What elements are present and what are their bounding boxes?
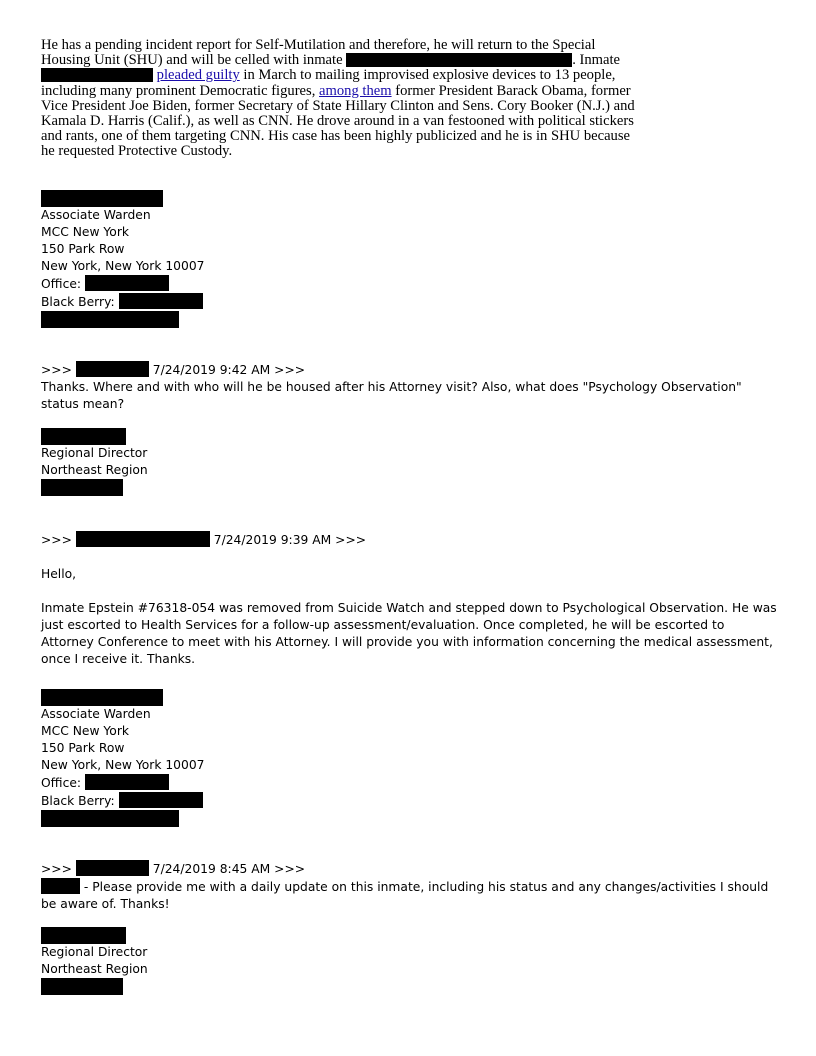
sig-title: Associate Warden [41,208,151,222]
redaction-block [41,810,179,827]
redaction-block [76,531,210,547]
message-greeting: Hello, [41,567,77,581]
message-body: Thanks. Where and with who will he be housed after his Attorney visit? Also, what does "Psychology Observation" status mean? [41,380,742,411]
signature-associate-warden-1 [41,190,204,328]
redaction-block [119,792,203,808]
sig-address-2: New York, New York 10007 [41,259,205,273]
redaction-block [41,190,163,207]
sig-title: Regional Director [41,446,148,460]
para-text-3: in March to mailing improvised explosive devices to 13 people, including many prominent Democratic figures, [41,67,616,99]
message-timestamp: 7/24/2019 9:42 AM >>> [152,363,306,377]
message-header [41,860,781,878]
para-text-1: He has a pending incident report for Self-Mutilation and therefore, he will return to the Special Housing Unit (SHU) and will be celled with inmate [41,37,596,69]
sig-region: Northeast Region [41,962,148,976]
redaction-block [41,68,153,82]
sig-title: Associate Warden [41,707,151,721]
redaction-block [41,689,163,706]
quote-prefix: >>> [41,533,72,547]
pleaded-guilty-link[interactable]: pleaded guilty [156,67,240,84]
message-body [41,878,781,913]
among-them-link[interactable]: among them [319,82,392,99]
sig-address-1: 150 Park Row [41,741,125,755]
redaction-block [76,860,149,876]
redaction-block [346,53,572,67]
redaction-block [41,428,126,445]
blackberry-label: Black Berry: [41,794,115,808]
sig-address-2: New York, New York 10007 [41,758,205,772]
quote-prefix: >>> [41,363,72,377]
quote-prefix: >>> [41,862,72,876]
sig-address-1: 150 Park Row [41,242,125,256]
redaction-block [41,927,126,944]
redaction-block [85,774,169,790]
redaction-block [76,361,149,377]
sig-org: MCC New York [41,225,129,239]
signature-regional-director-1 [41,428,148,496]
redaction-block [85,275,169,291]
office-label: Office: [41,776,82,790]
email-message-939 [41,531,781,668]
message-timestamp: 7/24/2019 8:45 AM >>> [152,862,306,876]
sig-title: Regional Director [41,945,148,959]
para-text-4: former President Barack Obama, former Vice President Joe Biden, former Secretary of State Hillary Clinton and Sens. Cory Booker (N.J.) and Kamala D. Harris (Calif.), as well as CNN. He drove around in a van festooned with political stickers and rants, one of them targeting CNN. His case has been highly publicized and he is in SHU because he requested Protective Custody. [41,82,635,160]
sig-org: MCC New York [41,724,129,738]
blackberry-label: Black Berry: [41,295,115,309]
office-label: Office: [41,277,82,291]
message-header [41,531,781,549]
message-timestamp: 7/24/2019 9:39 AM >>> [213,533,367,547]
signature-regional-director-2 [41,927,148,995]
redaction-block [41,479,123,496]
email-message-845 [41,860,781,913]
message-header [41,361,781,379]
redaction-block [41,878,80,894]
email-message-942 [41,361,781,413]
para-text-2: . Inmate [572,52,621,69]
sig-region: Northeast Region [41,463,148,477]
redaction-block [41,978,123,995]
redaction-block [119,293,203,309]
incident-paragraph [41,38,641,160]
message-body-text: - Please provide me with a daily update on this inmate, including his status and any changes/activities I should be aware of. Thanks! [41,880,769,911]
message-body: Inmate Epstein #76318-054 was removed from Suicide Watch and stepped down to Psychological Observation. He was just escorted to Health Services for a follow-up assessment/evaluation. Once completed, he will be escorted to Attorney Conference to meet with his Attorney. I will provide you with information concerning the medical assessment, once I receive it. Thanks. [41,601,777,666]
signature-associate-warden-2 [41,689,204,827]
redaction-block [41,311,179,328]
